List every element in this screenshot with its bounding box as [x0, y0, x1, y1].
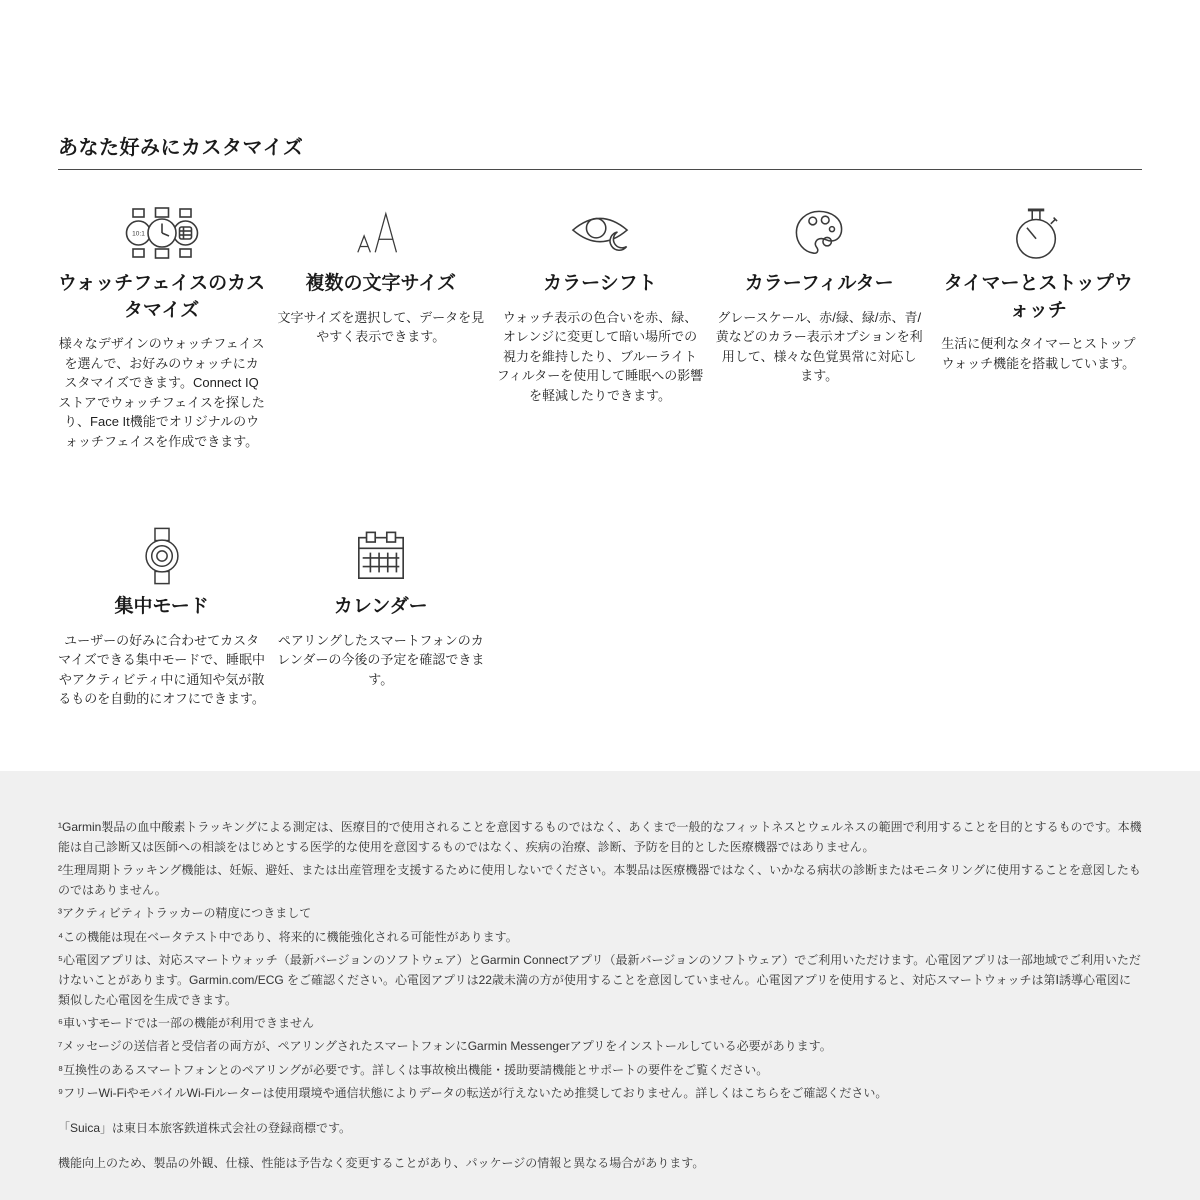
footnote-8: ⁸互換性のあるスマートフォンとのペアリングが必要です。詳しくは事故検出機能・援助要請機能とサポートの要件をご覧ください。	[58, 1062, 769, 1077]
footnote-5: ⁵心電図アプリは、対応スマートウォッチ（最新バージョンのソフトウェア）とGarmin Connectアプリ（最新バージョンのソフトウェア）でご利用いただけます。心電図アプリは一部地域でご利用いただけないことがあります。Garmin.com/ECG をご確認ください。心電図アプリは22歳未満の方が使用することを意図していません。心電図アプリを使用すると、対応スマートウォッチは第Ⅰ誘導心電図に類似した心電図を生成できます。	[58, 952, 1141, 1008]
feature-calendar	[277, 527, 484, 709]
feature-watch-faces	[58, 204, 265, 451]
feature-description: 様々なデザインのウォッチフェイスを選んで、お好みのウォッチにカスタマイズできます。Connect IQストアでウォッチフェイスを探したり、Face It機能でオリジナルのウォッチフェイスを作成できます。	[58, 336, 265, 449]
footnote-9: ⁹フリーWi-FiやモバイルWi-Fiルーターは使用環境や通信状態によりデータの転送が行えないため推奨しておりません。詳しくはこちらをご確認ください。	[58, 1085, 888, 1100]
footnote-3: ³アクティビティトラッカーの精度につきまして	[58, 906, 312, 921]
feature-title: カラーフィルター	[744, 273, 894, 294]
svg-text:10:1: 10:1	[131, 230, 145, 238]
footnotes-section	[0, 771, 1200, 1200]
watch-faces-icon	[58, 204, 265, 262]
product-change-disclaimer: 機能向上のため、製品の外観、仕様、性能は予告なく変更することがあり、パッケージの情報と異なる場合があります。	[58, 1155, 705, 1170]
feature-description: ペアリングしたスマートフォンのカレンダーの今後の予定を確認できます。	[277, 632, 485, 687]
feature-title: ウォッチフェイスのカスタマイズ	[58, 273, 266, 321]
color-shift-icon	[496, 204, 703, 262]
feature-description: 生活に便利なタイマーとストップウォッチ機能を搭載しています。	[941, 336, 1136, 371]
feature-title: カラーシフト	[543, 273, 657, 294]
feature-text-sizes	[277, 204, 484, 451]
features-grid	[58, 204, 1142, 709]
feature-description: ウォッチ表示の色合いを赤、緑、オレンジに変更して暗い場所での視力を維持したり、ブルーライト フィルターを使用して睡眠への影響を軽減したりできます。	[496, 309, 704, 403]
footnote-4: ⁴この機能は現在ベータテスト中であり、将来的に機能強化される可能性があります。	[58, 929, 518, 944]
feature-description: グレースケール、赤/緑、緑/赤、青/黄などのカラー表示オプションを利用して、様々な色覚異常に対応します。	[715, 309, 923, 384]
text-size-icon	[277, 204, 484, 262]
feature-title: タイマーとストップウォッチ	[943, 273, 1133, 321]
footnote-6: ⁶車いすモードでは一部の機能が利用できません	[58, 1016, 314, 1031]
timer-stopwatch-icon	[935, 204, 1142, 262]
feature-description: ユーザーの好みに合わせてカスタマイズできる集中モードで、睡眠中やアクティビティ中に通知や気が散るものを自動的にオフにできます。	[58, 632, 266, 707]
feature-title: 複数の文字サイズ	[305, 273, 457, 294]
feature-color-shift	[496, 204, 703, 451]
feature-color-filter	[716, 204, 923, 451]
feature-focus-mode	[58, 527, 265, 709]
section-title: あなた好みにカスタマイズ	[58, 131, 1142, 170]
footnote-7: ⁷メッセージの送信者と受信者の両方が、ペアリングされたスマートフォンにGarmin Messengerアプリをインストールしている必要があります。	[58, 1039, 832, 1054]
suica-trademark-note: 「Suica」は東日本旅客鉄道株式会社の登録商標です。	[58, 1120, 352, 1135]
color-filter-icon	[716, 204, 923, 262]
feature-title: カレンダー	[333, 596, 428, 618]
feature-description: 文字サイズを選択して、データを見やすく表示できます。	[277, 309, 485, 345]
footnote-1: ¹Garmin製品の血中酸素トラッキングによる測定は、医療目的で使用されることを意図するものではなく、あくまで一般的なフィットネスとウェルネスの範囲で利用することを目的とするものです。本機能は自己診断又は医師への相談をはじめとする医学的な使用を意図するものではなく、疾病の治療、診断、予防を目的とした医療機器ではありません。	[58, 819, 1142, 854]
calendar-icon	[277, 527, 484, 585]
feature-timer-stopwatch	[935, 204, 1142, 451]
feature-title: 集中モード	[114, 596, 209, 618]
footnote-2: ²生理周期トラッキング機能は、妊娠、避妊、または出産管理を支援するために使用しないでください。本製品は医療機器ではなく、いかなる病状の診断またはモニタリングに使用することを意図したものではありません。	[58, 863, 1141, 898]
focus-mode-icon	[58, 527, 265, 585]
